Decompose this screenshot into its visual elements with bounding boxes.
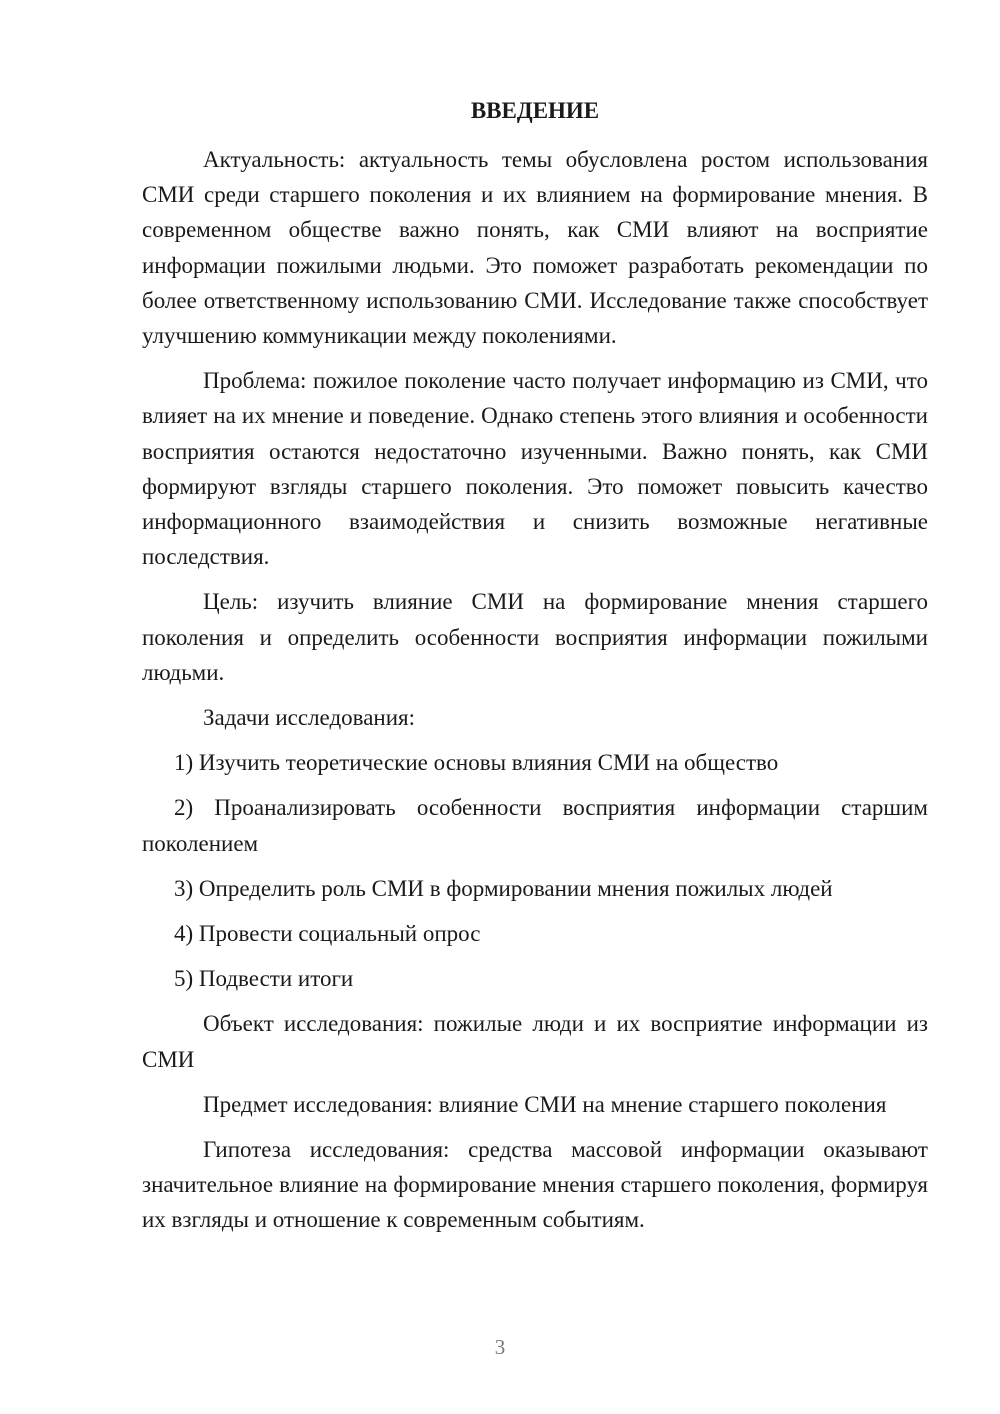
paragraph-problem: Проблема: пожилое поколение часто получает информацию из СМИ, что влияет на их мнение и поведение. Однако степень этого влияния и особенности восприятия остаются недостаточно изученными. Важно понять, как СМИ формируют взгляды старшего поколения. Это поможет повысить качество информационного взаимодействия и снизить возможные негативные последствия.	[142, 368, 928, 570]
task-item-4: 4) Провести социальный опрос	[174, 921, 481, 947]
tasks-heading: Задачи исследования:	[203, 705, 416, 731]
task-item-5: 5) Подвести итоги	[174, 966, 354, 992]
section-body	[142, 142, 928, 1248]
section-heading: ВВЕДЕНИЕ	[470, 98, 600, 123]
paragraph-relevance: Актуальность: актуальность темы обусловлена ростом использования СМИ среди старшего поколения и их влиянием на формирование мнения. В современном обществе важно понять, как СМИ влияют на восприятие информации пожилыми людьми. Это поможет разработать рекомендации по более ответственному использованию СМИ. Исследование также способствует улучшению коммуникации между поколениями.	[142, 147, 928, 349]
task-item-3: 3) Определить роль СМИ в формировании мнения пожилых людей	[174, 875, 833, 901]
paragraph-hypothesis: Гипотеза исследования: средства массовой информации оказывают значительное влияние на формирование мнения старшего поколения, формируя их взгляды и отношение к современным событиям.	[142, 1137, 928, 1233]
paragraph-goal: Цель: изучить влияние СМИ на формирование мнения старшего поколения и определить особенности восприятия информации пожилыми людьми.	[142, 589, 928, 685]
page-number: 3	[494, 1335, 506, 1359]
task-item-2: 2) Проанализировать особенности восприятия информации старшим поколением	[142, 795, 928, 856]
task-item-1: 1) Изучить теоретические основы влияния СМИ на общество	[174, 750, 779, 776]
paragraph-object: Объект исследования: пожилые люди и их восприятие информации из СМИ	[142, 1011, 928, 1072]
paragraph-subject: Предмет исследования: влияние СМИ на мнение старшего поколения	[203, 1091, 887, 1117]
